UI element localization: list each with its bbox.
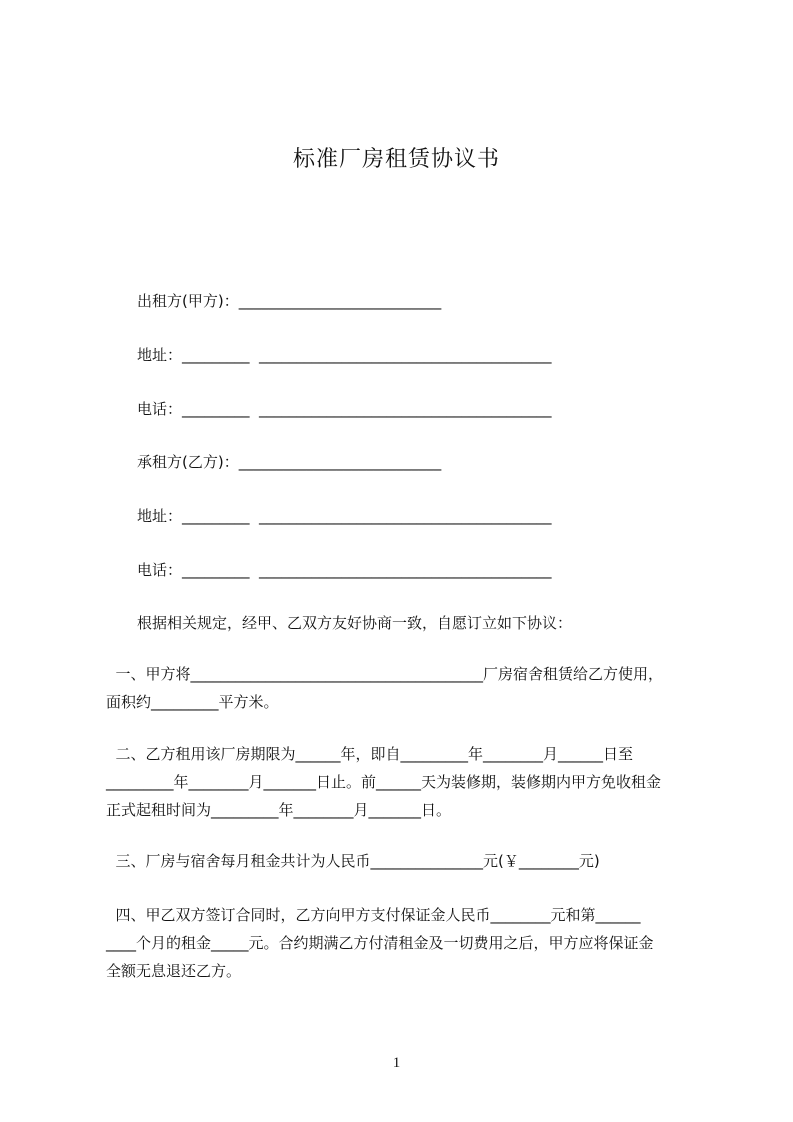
page-number: 1 bbox=[392, 1055, 401, 1071]
lessee-address-line: 地址：_________ _______________________________________ bbox=[137, 507, 552, 525]
clause-3-line-1: 三、厂房与宿舍每月租金共计为人民币_______________元(￥________元) bbox=[106, 852, 600, 870]
lessee-name-line: 承租方(乙方)：___________________________ bbox=[137, 453, 442, 471]
lessor-name-line: 出租方(甲方)：___________________________ bbox=[137, 292, 442, 310]
lessor-phone-line: 电话：_________ _______________________________________ bbox=[137, 400, 552, 418]
clause-2-line-2: _________年________月_______日止。前______天为装修期，装修期内甲方免收租金 bbox=[106, 773, 662, 791]
preamble-paragraph: 根据相关规定，经甲、乙双方友好协商一致，自愿订立如下协议： bbox=[137, 614, 573, 632]
clause-2-line-1: 二、乙方租用该厂房期限为______年，即自_________年________月______日至 bbox=[106, 745, 634, 763]
clause-4-line-2: ____个月的租金_____元。合约期满乙方付清租金及一切费用之后，甲方应将保证金 bbox=[106, 934, 654, 952]
clause-1-line-1: 一、甲方将_______________________________________厂房宿舍租赁给乙方使用， bbox=[106, 665, 664, 683]
lessee-phone-line: 电话：_________ _______________________________________ bbox=[137, 561, 552, 579]
clause-1-line-2: 面积约_________平方米。 bbox=[106, 693, 279, 711]
clause-4-line-3: 全额无息退还乙方。 bbox=[106, 962, 242, 980]
lessor-address-line: 地址：_________ _______________________________________ bbox=[137, 346, 552, 364]
clause-2-line-3: 正式起租时间为_________年________月_______日。 bbox=[106, 801, 452, 819]
document-title: 标准厂房租赁协议书 bbox=[292, 147, 500, 172]
clause-4-line-1: 四、甲乙双方签订合同时，乙方向甲方支付保证金人民币________元和第______ bbox=[106, 906, 641, 924]
